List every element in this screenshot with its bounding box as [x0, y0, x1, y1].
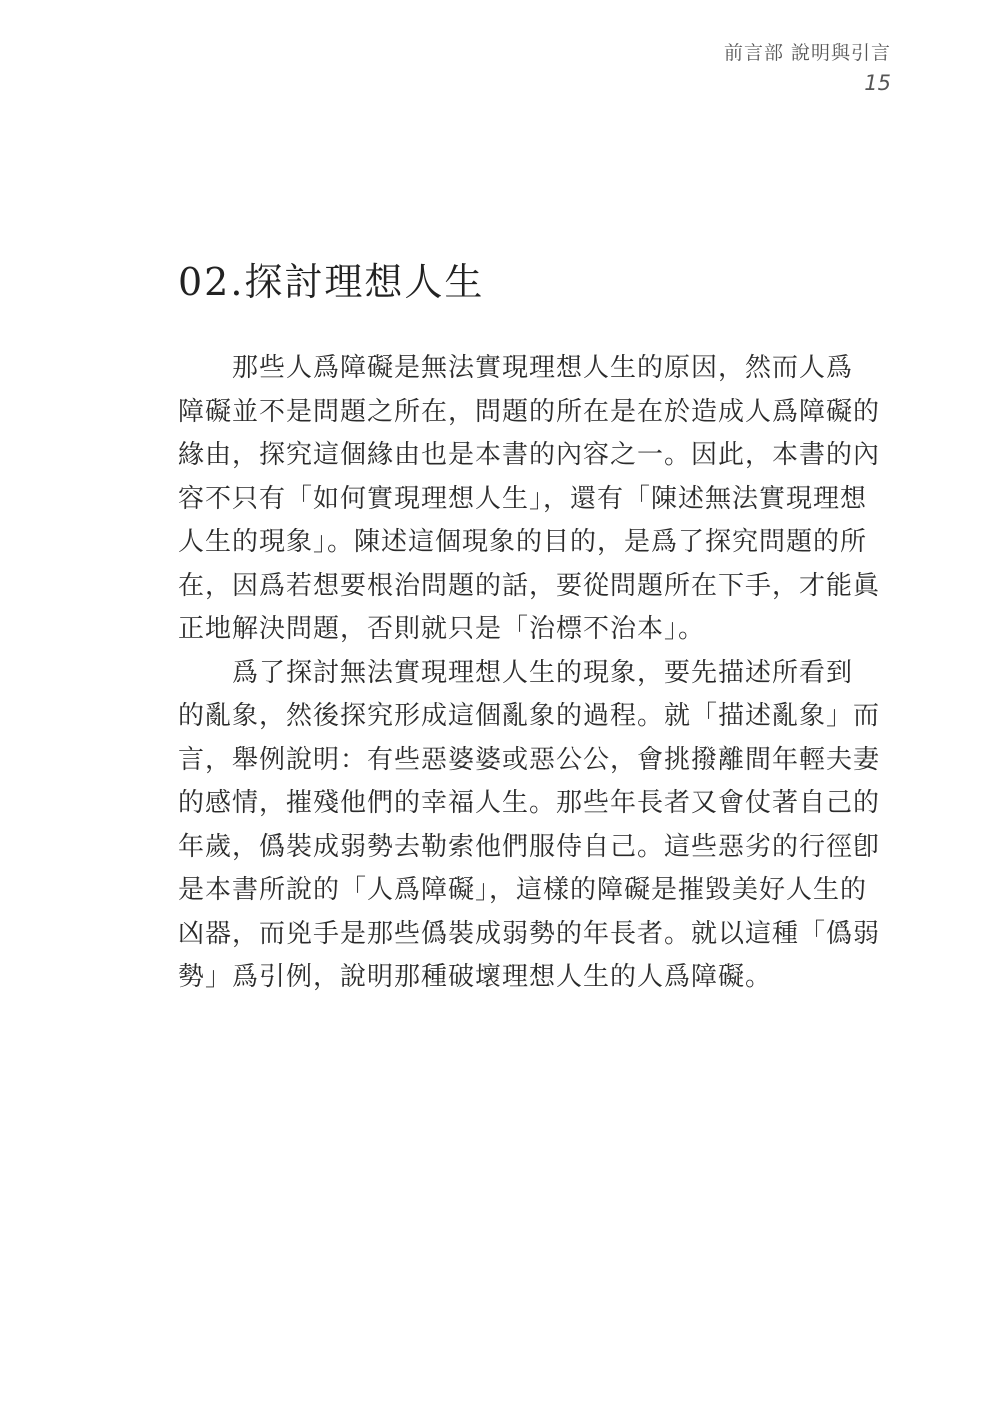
paragraph-2 — [178, 652, 881, 1000]
paragraph-line: 年歲，僞裝成弱勢去勒索他們服侍自己。這些惡劣的行徑卽 — [178, 831, 881, 862]
page-number: 15 — [864, 71, 891, 95]
body-text — [178, 347, 881, 1000]
paragraph-line: 凶器，而兇手是那些僞裝成弱勢的年長者。就以這種「僞弱 — [178, 918, 881, 949]
paragraph-line: 勢」爲引例，說明那種破壞理想人生的人爲障礙。 — [178, 962, 773, 992]
paragraph-line: 是本書所說的「人爲障礙」，這樣的障礙是摧毀美好人生的 — [178, 875, 868, 905]
paragraph-line: 正地解決問題，否則就只是「治標不治本」。 — [178, 614, 706, 644]
running-header — [724, 40, 891, 98]
paragraph-1 — [178, 347, 881, 652]
paragraph-line: 障礙並不是問題之所在，問題的所在是在於造成人爲障礙的 — [178, 396, 881, 427]
paragraph-line: 言，舉例說明：有些惡婆婆或惡公公，會挑撥離間年輕夫妻 — [178, 744, 881, 775]
paragraph-line: 爲了探討無法實現理想人生的現象，要先描述所看到 — [232, 657, 854, 688]
paragraph-line: 那些人爲障礙是無法實現理想人生的原因，然而人爲 — [232, 353, 854, 383]
paragraph-line: 的亂象，然後探究形成這個亂象的過程。就「描述亂象」而 — [178, 701, 881, 731]
paragraph-line: 緣由，探究這個緣由也是本書的內容之一。因此，本書的內 — [178, 440, 881, 470]
chapter-title: 02.探討理想人生 — [178, 260, 485, 304]
paragraph-line: 容不只有「如何實現理想人生」，還有「陳述無法實現理想 — [178, 483, 868, 514]
paragraph-line: 的感情，摧殘他們的幸福人生。那些年長者又會仗著自己的 — [178, 788, 881, 818]
paragraph-line: 在，因爲若想要根治問題的話，要從問題所在下手，才能眞 — [178, 570, 881, 601]
running-header-title: 前言部 說明與引言 — [723, 42, 891, 64]
paragraph-line: 人生的現象」。陳述這個現象的目的，是爲了探究問題的所 — [178, 527, 868, 557]
